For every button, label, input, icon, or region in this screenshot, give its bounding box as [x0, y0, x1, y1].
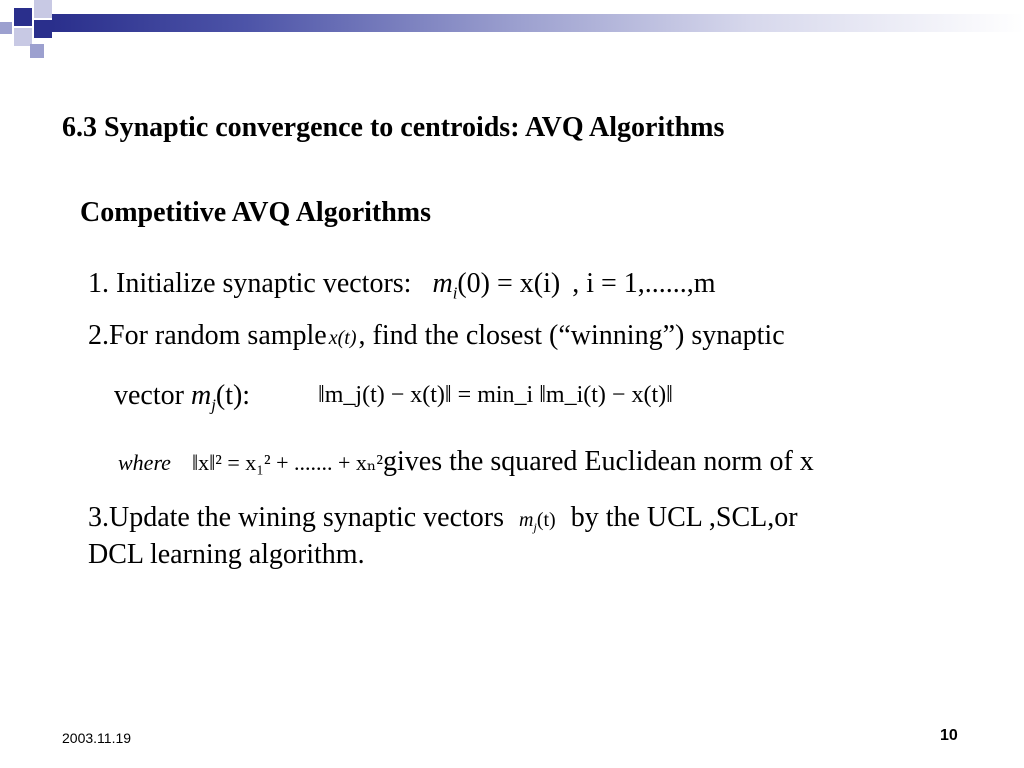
winning-equation — [318, 380, 673, 411]
norm-text: gives the squared Euclidean norm of x — [383, 446, 814, 477]
deco-square — [34, 20, 52, 38]
step-2-line-1 — [88, 318, 785, 354]
step-1-formula — [432, 268, 716, 303]
deco-square — [30, 44, 44, 58]
vector-rest: (t) — [536, 509, 556, 531]
vector-var: m — [190, 380, 212, 411]
norm-line — [118, 446, 814, 478]
step-1-text: 1. Initialize synaptic vectors: — [88, 268, 412, 299]
deco-square — [0, 22, 12, 34]
step-3-vector — [519, 509, 556, 534]
footer-date: 2003.11.19 — [62, 730, 132, 746]
slide-subtitle: Competitive AVQ Algorithms — [80, 197, 432, 228]
page-number: 10 — [940, 727, 958, 744]
step-2-text-b: , find the closest (“winning”) synaptic — [358, 320, 785, 351]
vector-rest: (t): — [215, 380, 251, 411]
header-gradient-bar — [52, 14, 1024, 32]
step-2-line-2 — [114, 378, 250, 416]
sample-math: x(t) — [328, 327, 357, 349]
step-3-line-1 — [88, 500, 798, 536]
vector-sub: j — [211, 395, 216, 415]
step-3-text-b: by the UCL ,SCL,or — [570, 502, 798, 533]
norm-formula: ‖x‖² = x₁² + ....... + xₙ² — [191, 450, 384, 475]
deco-square — [14, 8, 32, 26]
step-2-text-c: vector — [114, 380, 184, 411]
vector-math — [190, 380, 251, 415]
step-3-text-c: DCL learning algorithm. — [88, 539, 365, 570]
formula-sub: i — [452, 283, 458, 303]
vector-sub: j — [533, 520, 537, 534]
deco-square — [34, 0, 52, 18]
step-2-text-a: 2.For random sample — [88, 320, 327, 351]
where-label: where — [118, 450, 171, 475]
step-3-text-a: 3.Update the wining synaptic vectors — [88, 502, 505, 533]
step-3-line-2 — [88, 537, 365, 573]
equation-text: ‖m_j(t) − x(t)‖ = min_i ‖m_i(t) − x(t)‖ — [318, 382, 673, 408]
formula-var: m — [432, 268, 453, 299]
formula-tail: , i = 1,......,m — [572, 268, 716, 299]
vector-var: m — [519, 509, 534, 531]
step-1 — [88, 266, 716, 304]
formula-rest: (0) = x(i) — [457, 268, 561, 299]
header-decoration — [0, 0, 1024, 70]
slide-title: 6.3 Synaptic convergence to centroids: AVQ Algorithms — [62, 112, 725, 143]
